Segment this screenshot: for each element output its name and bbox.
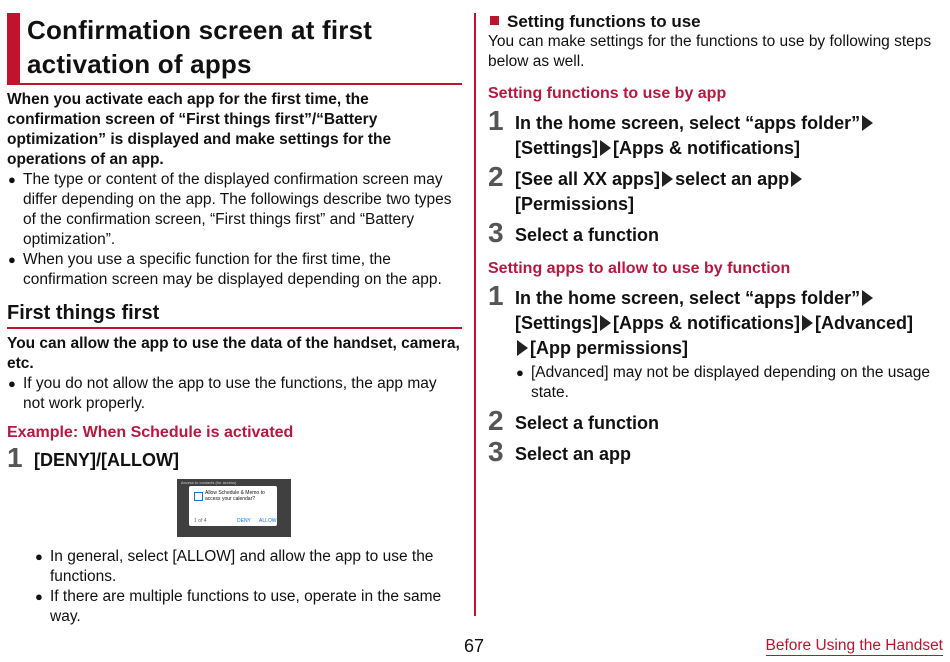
arrow-right-icon [600,315,611,331]
step-text-e: [App permissions] [530,338,689,358]
step-text-c: [Apps & notifications] [613,138,800,158]
by-function-step-2 [488,405,943,436]
step-text-d: [Advanced] [815,313,914,333]
step-text: [DENY]/[ALLOW] [34,450,179,470]
section-lead: You can allow the app to use the data of the handset, camera, etc. [7,335,460,372]
by-function-step-1 [488,280,943,361]
intro-bullet-2 [7,250,462,290]
bullet-dot-icon: ● [8,376,16,391]
right-heading [488,12,943,32]
bullet-text: In general, select [ALLOW] and allow the app to use the functions. [50,548,434,585]
by-app-step-2 [488,161,943,217]
arrow-right-icon [517,340,528,356]
step-number: 2 [488,405,504,436]
step-number: 1 [488,280,504,311]
arrow-right-icon [862,115,873,131]
footer-link[interactable]: Before Using the Handset [765,637,943,654]
right-column [488,12,943,467]
page-title-line2: activation of apps [27,49,252,79]
arrow-right-icon [600,140,611,156]
step-text-c: [Permissions] [515,194,635,214]
screenshot-top-text: Access to contacts (for access) [181,480,237,485]
example-label: Example: When Schedule is activated [7,424,294,441]
dialog-counter: 1 of 4 [194,518,207,524]
bullet-text: The type or content of the displayed confirmation screen may differ depending on the app. The followings describe two types of the confirmation screen, “First things first” and “Battery optimization”. [23,171,452,248]
bullet-dot-icon: ● [8,172,16,187]
bullet-dot-icon: ● [35,589,43,604]
bullet-dot-icon: ● [35,549,43,564]
example-step-1 [7,442,462,473]
step-text-b: [Settings] [515,313,598,333]
page-title-line1: Confirmation screen at first [27,15,373,45]
step-text-a: Select a function [515,413,660,433]
dialog-text: Allow Schedule & Memo to access your calendar? [205,490,265,502]
section-bullet [7,374,462,414]
left-column [7,13,462,627]
arrow-right-icon [802,315,813,331]
page-number: 67 [464,636,485,656]
intro-bullet-1 [7,170,462,250]
step-text-a: [See all XX apps] [515,169,661,189]
bullet-text: If you do not allow the app to use the functions, the app may not work properly. [23,375,437,412]
arrow-right-icon [791,171,802,187]
bullet-text: If there are multiple functions to use, operate in the same way. [50,588,442,625]
title-accent-bar [7,13,20,83]
intro-lead: When you activate each app for the first time, the confirmation screen of “First things first”/“Battery optimization” is displayed and make settings for the operations of an app. [7,91,392,168]
allow-button[interactable]: ALLOW [259,518,277,524]
step-number: 2 [488,161,504,192]
by-app-step-1 [488,105,943,161]
step-text-a: Select an app [515,444,632,464]
step-text-a: In the home screen, select “apps folder” [515,288,861,308]
column-divider [474,13,476,616]
after-bullet-2 [34,587,462,627]
page-title-box [7,13,462,85]
by-function-step-3 [488,436,943,467]
step-text-c: [Apps & notifications] [613,313,800,333]
after-bullet-1 [34,547,462,587]
square-bullet-icon [490,16,499,25]
by-app-step-3 [488,217,943,248]
deny-button[interactable]: DENY [237,518,251,524]
right-intro: You can make settings for the functions to use by following steps below as well. [488,33,932,70]
step-text-a: Select a function [515,225,660,245]
bullet-text: When you use a specific function for the first time, the confirmation screen may be displayed depending on the app. [23,251,442,288]
step-text-b: select an app [675,169,790,189]
step-text-a: In the home screen, select “apps folder” [515,113,861,133]
step-number: 3 [488,217,504,248]
bullet-text: [Advanced] may not be displayed depending on the usage state. [531,364,930,401]
arrow-right-icon [662,171,673,187]
after-bullets [34,547,462,627]
right-heading-text: Setting functions to use [507,12,701,31]
subheading-by-function: Setting apps to allow to use by function [488,260,791,277]
by-function-bullet [515,363,943,403]
subheading-by-app: Setting functions to use by app [488,85,727,102]
calendar-icon [194,492,203,501]
step-number: 1 [488,105,504,136]
arrow-right-icon [862,290,873,306]
permission-dialog-screenshot [177,479,291,537]
bullet-dot-icon: ● [516,365,524,380]
step-number: 3 [488,436,504,467]
step-number: 1 [7,442,23,473]
section-title: First things first [7,302,462,329]
step-text-b: [Settings] [515,138,598,158]
permission-dialog [189,486,277,526]
bullet-dot-icon: ● [8,252,16,267]
